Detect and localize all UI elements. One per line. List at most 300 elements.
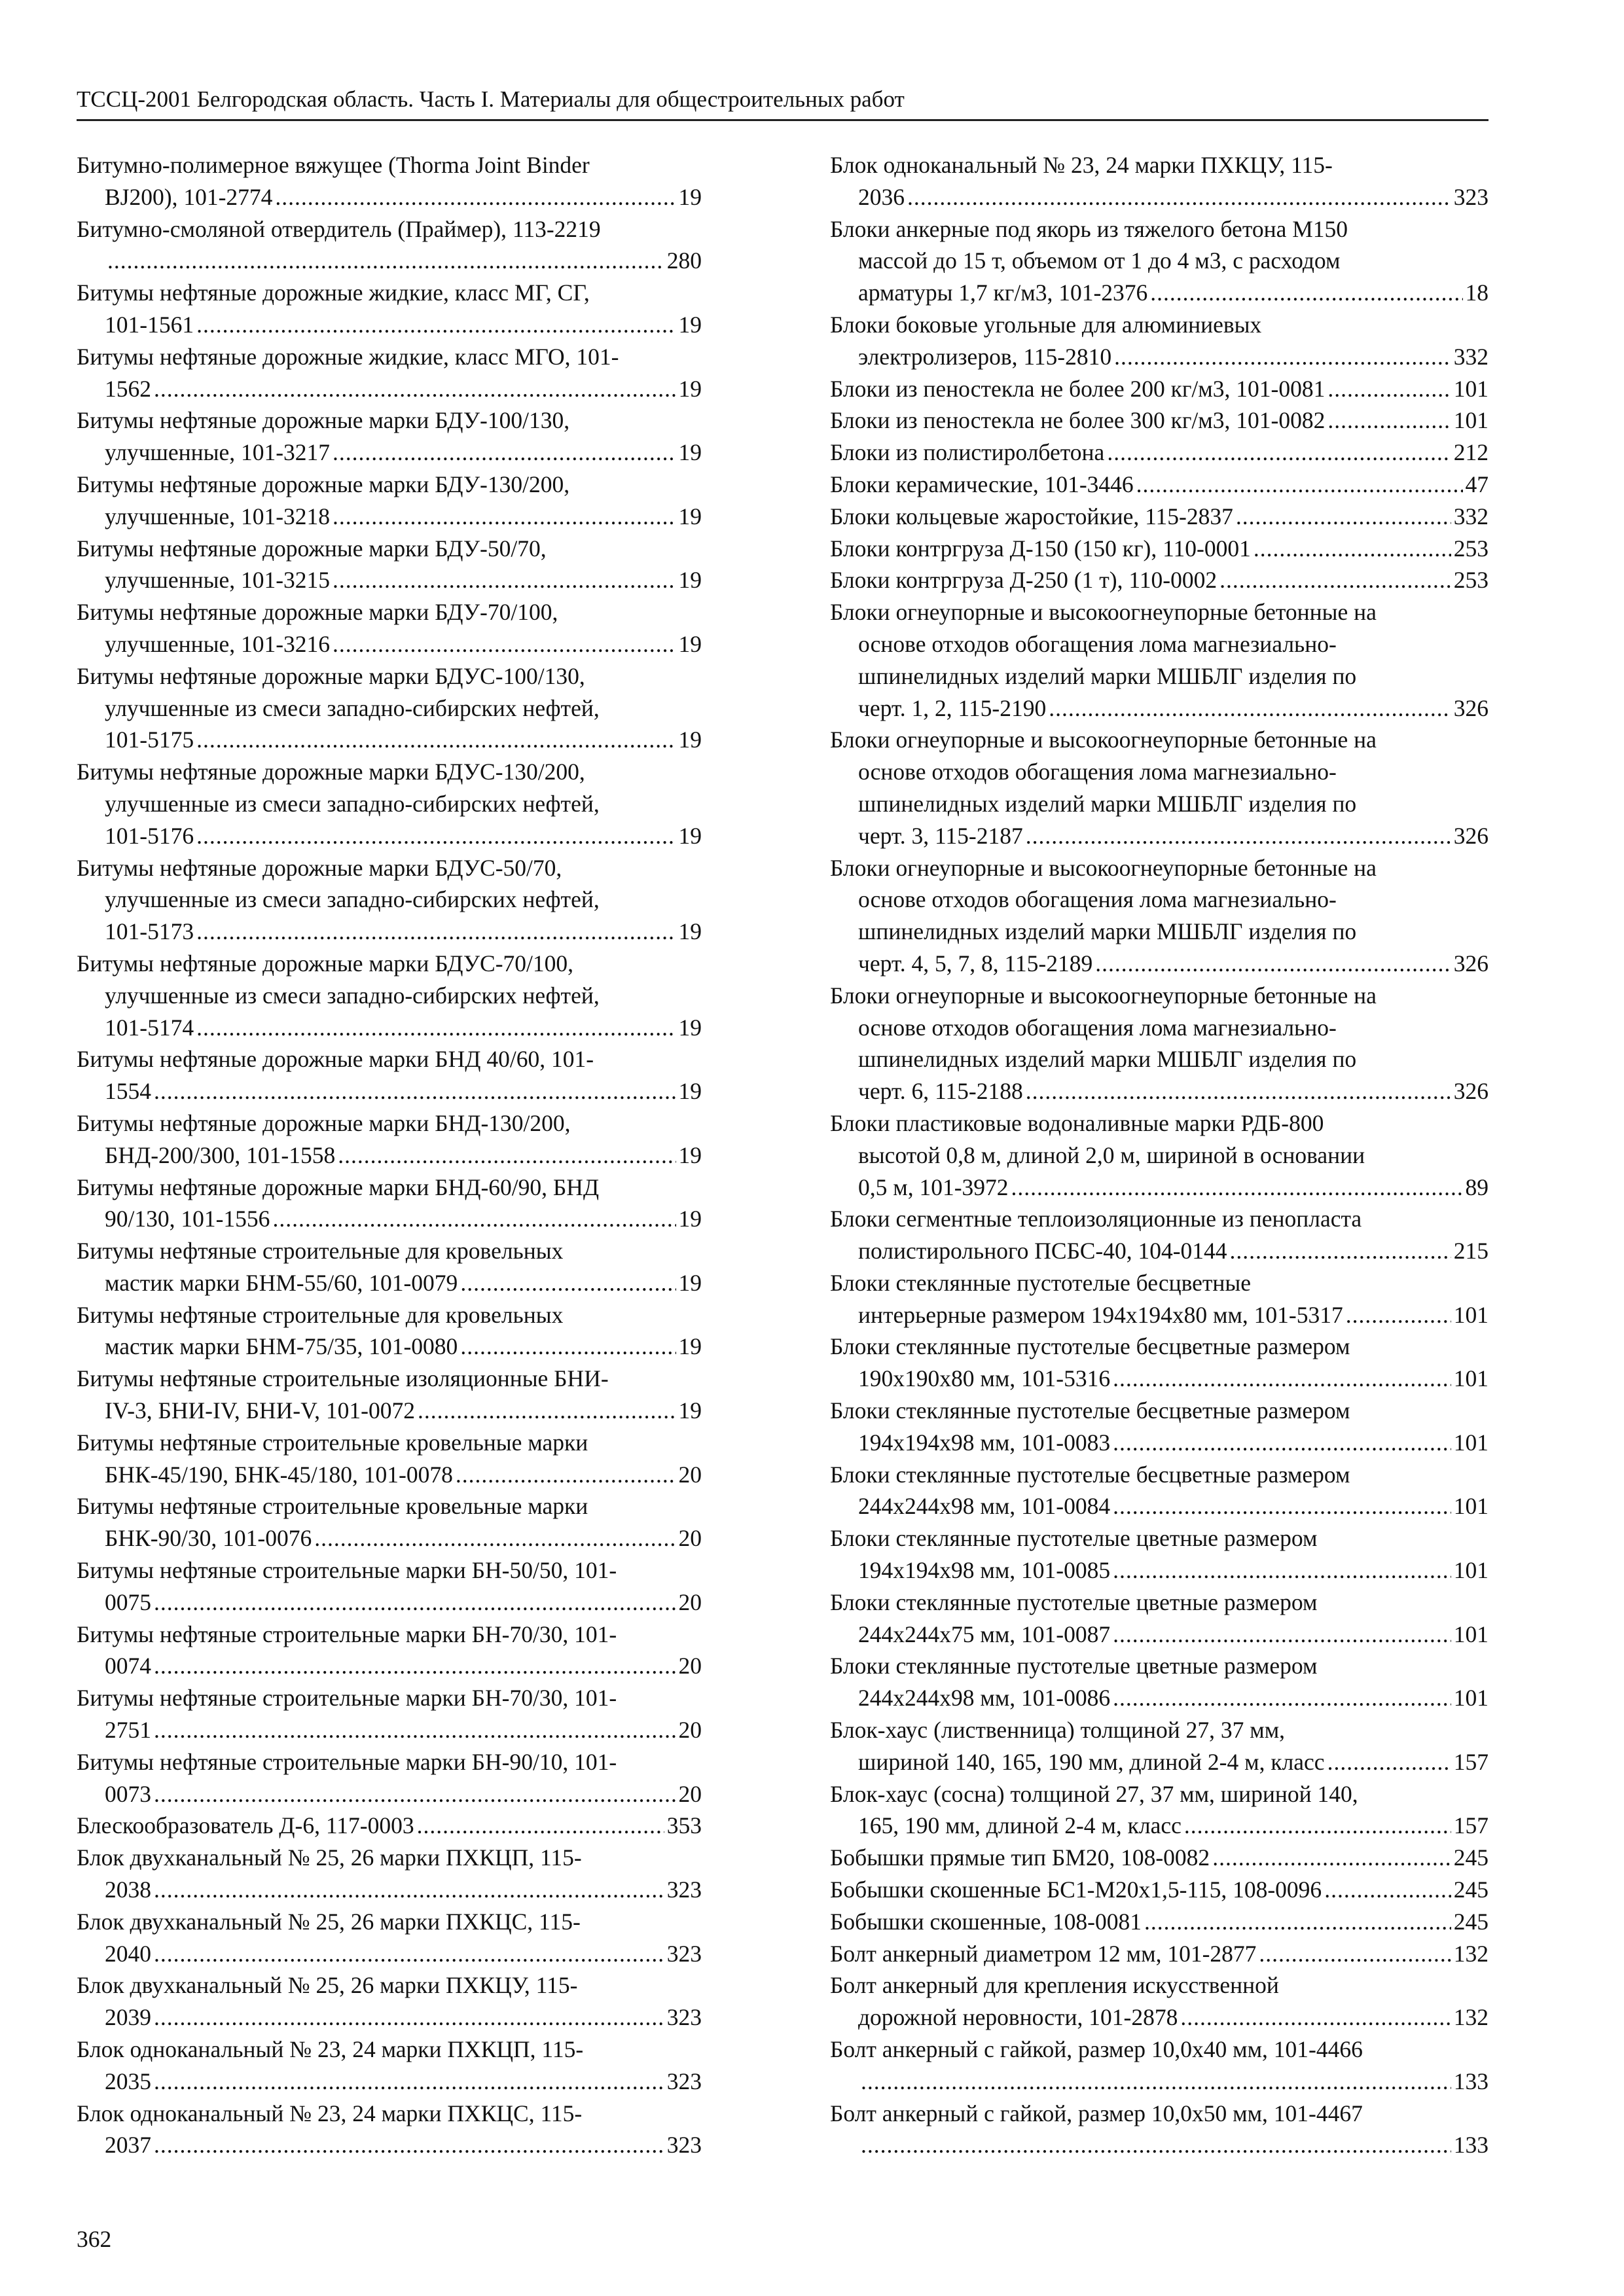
entry-text-line: Битумы нефтяные дорожные марки БДУС-50/70,: [77, 854, 562, 881]
entry-text-line: Болт анкерный с гайкой, размер 10,0x40 мм, 101-4466: [830, 2036, 1363, 2063]
entry-last-line: [830, 692, 1489, 725]
index-entry: [77, 277, 702, 341]
entry-page-ref: 19: [678, 503, 702, 529]
entry-text-line: Битумы нефтяные дорожные марки БДУС-70/100,: [77, 950, 574, 977]
index-entry: [830, 2034, 1489, 2098]
index-entry: [77, 2034, 702, 2098]
entry-last-line: [830, 277, 1489, 309]
entry-text-line: основе отходов обогащения лома магнезиально-: [858, 759, 1337, 785]
index-entry: [77, 469, 702, 533]
index-entry: [77, 756, 702, 852]
entry-text: Бобышки скошенные, 108-0081: [830, 1908, 1142, 1935]
entry-page-ref: 326: [1453, 822, 1489, 849]
dot-leader: [1113, 1490, 1451, 1522]
dot-leader: [460, 1331, 676, 1363]
entry-page-ref: 19: [678, 918, 702, 945]
entry-text-line: основе отходов обогащения лома магнезиально-: [858, 630, 1337, 657]
entry-page-ref: 101: [1453, 1493, 1489, 1520]
dot-leader: [196, 820, 676, 852]
dot-leader: [1011, 1172, 1463, 1204]
entry-page-ref: 19: [678, 822, 702, 849]
dot-leader: [1113, 1363, 1451, 1395]
entry-text: 165, 190 мм, длиной 2-4 м, класс: [858, 1812, 1182, 1839]
entry-text: 244x244x98 мм, 101-0086: [858, 1685, 1111, 1712]
index-column-right: [830, 149, 1489, 2161]
entry-page-ref: 326: [1453, 1078, 1489, 1105]
entry-page-ref: 20: [678, 1717, 702, 1744]
entry-text-line: Блоки огнеупорные и высокоогнеупорные бетонные на: [830, 726, 1377, 753]
entry-last-line: [77, 1938, 702, 1970]
index-entry: [830, 724, 1489, 852]
entry-last-line: [830, 1172, 1489, 1204]
entry-page-ref: 101: [1453, 375, 1489, 402]
entry-text-line: Блоки пластиковые водоналивные марки РДБ-800: [830, 1109, 1324, 1136]
entry-last-line: [830, 2129, 1489, 2161]
index-entry: [77, 1363, 702, 1427]
entry-text: черт. 1, 2, 115-2190: [858, 694, 1047, 721]
dot-leader: [1236, 501, 1451, 533]
entry-text-line: Блоки огнеупорные и высокоогнеупорные бетонные на: [830, 854, 1377, 881]
dot-leader: [154, 1778, 676, 1810]
dot-leader: [1327, 404, 1451, 437]
entry-text: Бобышки прямые тип БМ20, 108-0082: [830, 1844, 1210, 1871]
entry-text-line: Блок одноканальный № 23, 24 марки ПХКЦС, 115-: [77, 2100, 583, 2126]
entry-text-line: основе отходов обогащения лома магнезиально-: [858, 1014, 1337, 1041]
entry-page-ref: 326: [1453, 694, 1489, 721]
index-entry: [830, 437, 1489, 469]
entry-page-ref: 245: [1453, 1908, 1489, 1935]
entry-text-line: Битумы нефтяные строительные для кровельных: [77, 1238, 564, 1265]
entry-text: улучшенные, 101-3218: [105, 503, 331, 529]
entry-text-line: улучшенные из смеси западно-сибирских нефтей,: [105, 694, 600, 721]
entry-page-ref: 215: [1453, 1238, 1489, 1265]
entry-last-line: [77, 1778, 702, 1810]
entry-page-ref: 253: [1453, 567, 1489, 594]
entry-text-line: Битумы нефтяные дорожные марки БНД 40/60, 101-: [77, 1046, 594, 1073]
entry-page-ref: 353: [666, 1812, 702, 1839]
index-entry: [77, 213, 702, 278]
entry-last-line: [77, 309, 702, 341]
dot-leader: [1114, 341, 1451, 373]
entry-last-line: [830, 1363, 1489, 1395]
entry-last-line: [77, 1587, 702, 1619]
entry-text: 101-5175: [105, 726, 194, 753]
entry-page-ref: 132: [1453, 1940, 1489, 1967]
entry-page-ref: 101: [1453, 407, 1489, 434]
entry-last-line: [77, 1650, 702, 1682]
index-entry: [77, 149, 702, 213]
entry-last-line: [77, 1075, 702, 1107]
entry-last-line: [830, 1810, 1489, 1842]
entry-last-line: [830, 373, 1489, 405]
entry-last-line: [77, 181, 702, 213]
entry-text-line: шпинелидных изделий марки МШБЛГ изделия по: [858, 1046, 1357, 1073]
dot-leader: [1259, 1938, 1451, 1970]
dot-leader: [1026, 1075, 1451, 1107]
index-entry: [77, 1235, 702, 1299]
dot-leader: [154, 2129, 664, 2161]
entry-text-line: Битумы нефтяные дорожные марки БДУ-50/70,: [77, 535, 547, 562]
dot-leader: [1113, 1554, 1451, 1587]
entry-last-line: [830, 820, 1489, 852]
entry-text: мастик марки БНМ-55/60, 101-0079: [105, 1269, 458, 1296]
entry-page-ref: 323: [666, 1940, 702, 1967]
entry-text: Блоки из пеностекла не более 200 кг/м3, 101-0081: [830, 375, 1326, 402]
entry-text-line: Блоки анкерные под якорь из тяжелого бетона М150: [830, 215, 1348, 242]
entry-text: 194x194x98 мм, 101-0083: [858, 1429, 1111, 1456]
index-entry: [830, 373, 1489, 405]
dot-leader: [456, 1459, 676, 1491]
index-entry: [830, 1778, 1489, 1842]
entry-text-line: Битумы нефтяные дорожные марки БДУС-130/200,: [77, 759, 585, 785]
index-entry: [77, 1906, 702, 1970]
entry-text-line: улучшенные из смеси западно-сибирских нефтей,: [105, 886, 600, 913]
dot-leader: [1144, 1906, 1451, 1938]
entry-text-line: шпинелидных изделий марки МШБЛГ изделия по: [858, 790, 1357, 817]
entry-page-ref: 101: [1453, 1621, 1489, 1647]
dot-leader: [1180, 2001, 1451, 2034]
entry-last-line: [830, 564, 1489, 596]
index-column-left: [77, 149, 702, 2161]
entry-text-line: Битумы нефтяные дорожные жидкие, класс МГО, 101-: [77, 343, 619, 370]
index-entry: [830, 980, 1489, 1107]
entry-last-line: [830, 1842, 1489, 1874]
index-entry: [77, 1969, 702, 2034]
entry-text: BJ200), 101-2774: [105, 183, 273, 210]
dot-leader: [196, 724, 676, 756]
index-entry: [830, 213, 1489, 309]
entry-last-line: [77, 1012, 702, 1044]
entry-last-line: [830, 1235, 1489, 1267]
entry-text-line: Болт анкерный для крепления искусственной: [830, 1972, 1279, 1999]
dot-leader: [275, 181, 676, 213]
entry-page-ref: 212: [1453, 439, 1489, 466]
entry-page-ref: 323: [666, 2132, 702, 2159]
dot-leader: [1049, 692, 1451, 725]
index-entry: [830, 852, 1489, 980]
index-entry: [830, 1107, 1489, 1203]
entry-page-ref: 326: [1453, 950, 1489, 977]
dot-leader: [1327, 1746, 1451, 1778]
index-entry: [830, 596, 1489, 724]
entry-text: Бобышки скошенные БС1-М20х1,5-115, 108-0096: [830, 1876, 1322, 1903]
entry-page-ref: 19: [678, 726, 702, 753]
entry-page-ref: 280: [666, 247, 702, 274]
entry-page-ref: 323: [1453, 183, 1489, 210]
entry-page-ref: 101: [1453, 1557, 1489, 1584]
entry-text-line: Битумы нефтяные строительные кровельные марки: [77, 1493, 588, 1520]
entry-text: Блескообразователь Д-6, 117-0003: [77, 1812, 414, 1839]
entry-page-ref: 332: [1453, 503, 1489, 529]
index-entry: [77, 1172, 702, 1236]
entry-text: 0,5 м, 101-3972: [858, 1174, 1009, 1200]
dot-leader: [333, 628, 676, 660]
index-entry: [830, 404, 1489, 437]
index-entry: [77, 1619, 702, 1683]
entry-text: интерьерные размером 194x194x80 мм, 101-5317: [858, 1301, 1343, 1328]
entry-text: улучшенные, 101-3215: [105, 567, 331, 594]
entry-text: дорожной неровности, 101-2878: [858, 2004, 1178, 2031]
index-entry: [830, 1331, 1489, 1395]
entry-last-line: [830, 1619, 1489, 1651]
index-entry: [77, 341, 702, 405]
dot-leader: [1026, 820, 1451, 852]
entry-page-ref: 19: [678, 1141, 702, 1168]
entry-last-line: [77, 1522, 702, 1554]
entry-text-line: Блок одноканальный № 23, 24 марки ПХКЦУ, 115-: [830, 152, 1333, 178]
dot-leader: [154, 1650, 676, 1682]
entry-last-line: [77, 820, 702, 852]
entry-last-line: [830, 341, 1489, 373]
index-entry: [830, 1395, 1489, 1459]
dot-leader: [1150, 277, 1462, 309]
entry-text: арматуры 1,7 кг/м3, 101-2376: [858, 279, 1148, 306]
index-entry: [830, 1203, 1489, 1267]
dot-leader: [154, 1587, 676, 1619]
entry-text-line: Битумы нефтяные дорожные марки БНД-60/90, БНД: [77, 1174, 600, 1200]
dot-leader: [196, 309, 676, 341]
entry-text-line: Блоки стеклянные пустотелые бесцветные размером: [830, 1397, 1350, 1424]
dot-leader: [1184, 1810, 1451, 1842]
entry-text-line: Блоки стеклянные пустотелые бесцветные размером: [830, 1461, 1350, 1488]
entry-text: Блоки из пеностекла не более 300 кг/м3, 101-0082: [830, 407, 1326, 434]
entry-text-line: Битумы нефтяные строительные изоляционные БНИ-: [77, 1365, 609, 1392]
entry-text: 101-1561: [105, 311, 194, 338]
entry-text: 1562: [105, 375, 151, 402]
index-entry: [830, 309, 1489, 373]
entry-page-ref: 245: [1453, 1876, 1489, 1903]
entry-text-line: Битумы нефтяные строительные марки БН-50/50, 101-: [77, 1557, 617, 1584]
entry-last-line: [77, 724, 702, 756]
index-entry: [830, 1842, 1489, 1874]
entry-page-ref: 19: [678, 1014, 702, 1041]
dot-leader: [1113, 1427, 1451, 1459]
dot-leader: [1095, 948, 1451, 980]
entry-page-ref: 132: [1453, 2004, 1489, 2031]
entry-page-ref: 19: [678, 567, 702, 594]
entry-text-line: основе отходов обогащения лома магнезиально-: [858, 886, 1337, 913]
index-entry: [77, 404, 702, 469]
dot-leader: [333, 564, 676, 596]
entry-last-line: [77, 1267, 702, 1299]
entry-text-line: Битумно-смоляной отвердитель (Праймер), 113-2219: [77, 215, 601, 242]
dot-leader: [333, 437, 676, 469]
entry-page-ref: 253: [1453, 535, 1489, 562]
index-entry: [77, 596, 702, 660]
entry-last-line: [830, 1682, 1489, 1714]
entry-text-line: улучшенные из смеси западно-сибирских нефтей,: [105, 790, 600, 817]
entry-text: Блоки керамические, 101-3446: [830, 471, 1134, 497]
entry-text: БНК-45/190, БНК-45/180, 101-0078: [105, 1461, 453, 1488]
entry-last-line: [830, 1938, 1489, 1970]
entry-last-line: [830, 404, 1489, 437]
entry-text-line: Блоки огнеупорные и высокоогнеупорные бетонные на: [830, 982, 1377, 1009]
entry-last-line: [830, 181, 1489, 213]
entry-text: Блоки контргруза Д-250 (1 т), 110-0002: [830, 567, 1218, 594]
entry-text: 2035: [105, 2068, 151, 2094]
entry-text: 2036: [858, 183, 905, 210]
entry-text: черт. 3, 115-2187: [858, 822, 1023, 849]
index-entry: [77, 1299, 702, 1363]
index-entry: [830, 149, 1489, 213]
index-entry: [77, 1427, 702, 1491]
index-entry: [77, 2098, 702, 2162]
entry-last-line: [830, 2001, 1489, 2034]
index-entry: [77, 1842, 702, 1906]
entry-text: 0074: [105, 1653, 151, 1679]
index-entry: [830, 1587, 1489, 1651]
entry-last-line: [77, 1459, 702, 1491]
entry-page-ref: 101: [1453, 1429, 1489, 1456]
entry-text: Болт анкерный диаметром 12 мм, 101-2877: [830, 1940, 1257, 1967]
entry-last-line: [830, 1906, 1489, 1938]
entry-text: черт. 4, 5, 7, 8, 115-2189: [858, 950, 1093, 977]
entry-text-line: Битумы нефтяные строительные для кровельных: [77, 1301, 564, 1328]
dot-leader: [154, 1938, 664, 1970]
entry-text: 0073: [105, 1780, 151, 1807]
entry-text: 2037: [105, 2132, 151, 2159]
index-entry: [830, 2098, 1489, 2162]
index-entry: [830, 533, 1489, 565]
entry-last-line: [77, 1331, 702, 1363]
dot-leader: [107, 245, 664, 277]
entry-last-line: [830, 1075, 1489, 1107]
entry-text: 90/130, 101-1556: [105, 1206, 270, 1232]
entry-last-line: [77, 2129, 702, 2161]
dot-leader: [418, 1395, 676, 1427]
entry-page-ref: 19: [678, 375, 702, 402]
entry-text-line: высотой 0,8 м, длиной 2,0 м, шириной в основании: [858, 1141, 1365, 1168]
dot-leader: [272, 1203, 676, 1235]
entry-last-line: [77, 1810, 702, 1842]
dot-leader: [417, 1810, 664, 1842]
entry-page-ref: 101: [1453, 1301, 1489, 1328]
dot-leader: [1346, 1299, 1451, 1331]
dot-leader: [1230, 1235, 1451, 1267]
index-entry: [77, 1682, 702, 1746]
index-entry: [830, 1874, 1489, 1906]
entry-text: 101-5176: [105, 822, 194, 849]
entry-last-line: [830, 2066, 1489, 2098]
entry-last-line: [830, 533, 1489, 565]
entry-page-ref: 157: [1453, 1748, 1489, 1775]
entry-page-ref: 323: [666, 2004, 702, 2031]
entry-text-line: Битумы нефтяные дорожные марки БДУ-70/100,: [77, 599, 558, 626]
entry-last-line: [830, 1490, 1489, 1522]
index-entry: [830, 1522, 1489, 1587]
index-entry: [77, 1554, 702, 1619]
entry-text-line: Блоки сегментные теплоизоляционные из пенопласта: [830, 1206, 1362, 1232]
entry-text: 194x194x98 мм, 101-0085: [858, 1557, 1111, 1584]
entry-text-line: шпинелидных изделий марки МШБЛГ изделия по: [858, 918, 1357, 945]
entry-page-ref: 101: [1453, 1685, 1489, 1712]
entry-page-ref: 19: [678, 630, 702, 657]
entry-text: 0075: [105, 1588, 151, 1615]
entry-last-line: [77, 2001, 702, 2034]
entry-text-line: Блоки огнеупорные и высокоогнеупорные бетонные на: [830, 599, 1377, 626]
entry-text-line: улучшенные из смеси западно-сибирских нефтей,: [105, 982, 600, 1009]
entry-text: черт. 6, 115-2188: [858, 1078, 1023, 1105]
entry-last-line: [830, 948, 1489, 980]
entry-text: 2040: [105, 1940, 151, 1967]
entry-text-line: Блоки стеклянные пустотелые бесцветные: [830, 1269, 1252, 1296]
entry-last-line: [77, 373, 702, 405]
entry-text: мастик марки БНМ-75/35, 101-0080: [105, 1333, 458, 1360]
entry-page-ref: 133: [1453, 2068, 1489, 2094]
entry-last-line: [77, 1203, 702, 1235]
entry-last-line: [830, 1874, 1489, 1906]
index-entry: [77, 1746, 702, 1810]
index-entry: [830, 1714, 1489, 1778]
dot-leader: [196, 1012, 676, 1044]
entry-text: улучшенные, 101-3217: [105, 439, 331, 466]
entry-text: 2039: [105, 2004, 151, 2031]
entry-text: 244x244x98 мм, 101-0084: [858, 1493, 1111, 1520]
dot-leader: [1212, 1842, 1451, 1874]
index-entry: [830, 1906, 1489, 1938]
entry-text: 1554: [105, 1078, 151, 1105]
entry-text: Блоки кольцевые жаростойкие, 115-2837: [830, 503, 1233, 529]
entry-text: электролизеров, 115-2810: [858, 343, 1112, 370]
entry-page-ref: 19: [678, 311, 702, 338]
entry-text: БНК-90/30, 101-0076: [105, 1525, 312, 1552]
index-entry: [77, 1490, 702, 1554]
header-title: ТССЦ-2001 Белгородская область. Часть I. Материалы для общестроительных работ: [77, 86, 905, 112]
entry-last-line: [77, 1395, 702, 1427]
entry-last-line: [77, 564, 702, 596]
entry-text: 244x244x75 мм, 101-0087: [858, 1621, 1111, 1647]
index-entry: [77, 852, 702, 948]
entry-page-ref: 89: [1465, 1174, 1489, 1200]
dot-leader: [907, 181, 1451, 213]
index-entry: [830, 564, 1489, 596]
entry-page-ref: 133: [1453, 2132, 1489, 2159]
entry-last-line: [830, 1554, 1489, 1587]
entry-page-ref: 332: [1453, 343, 1489, 370]
dot-leader: [1113, 1682, 1451, 1714]
entry-page-ref: 19: [678, 1078, 702, 1105]
entry-text-line: Блок двухканальный № 25, 26 марки ПХКЦС, 115-: [77, 1908, 581, 1935]
entry-last-line: [77, 501, 702, 533]
entry-text-line: Блок-хаус (лиственница) толщиной 27, 37 мм,: [830, 1717, 1286, 1744]
entry-text-line: Блок-хаус (сосна) толщиной 27, 37 мм, шириной 140,: [830, 1780, 1358, 1807]
entry-page-ref: 323: [666, 2068, 702, 2094]
entry-text: шириной 140, 165, 190 мм, длиной 2-4 м, класс: [858, 1748, 1325, 1775]
entry-text: 190x190x80 мм, 101-5316: [858, 1365, 1111, 1392]
entry-text-line: Битумы нефтяные дорожные марки БДУ-100/130,: [77, 407, 570, 434]
entry-last-line: [77, 1874, 702, 1906]
entry-text-line: Битумы нефтяные строительные кровельные марки: [77, 1429, 588, 1456]
dot-leader: [1107, 437, 1451, 469]
entry-last-line: [77, 1714, 702, 1746]
entry-text: 101-5173: [105, 918, 194, 945]
index-entry: [830, 1938, 1489, 1970]
entry-page-ref: 20: [678, 1653, 702, 1679]
dot-leader: [196, 916, 676, 948]
entry-text-line: Блоки стеклянные пустотелые бесцветные размером: [830, 1333, 1350, 1360]
dot-leader: [861, 2129, 1451, 2161]
entry-text-line: Блоки стеклянные пустотелые цветные размером: [830, 1588, 1318, 1615]
entry-page-ref: 157: [1453, 1812, 1489, 1839]
entry-page-ref: 19: [678, 183, 702, 210]
dot-leader: [154, 1075, 676, 1107]
entry-text: полистирольного ПСБС-40, 104-0144: [858, 1238, 1227, 1265]
entry-text-line: Блоки стеклянные пустотелые цветные размером: [830, 1525, 1318, 1552]
entry-text-line: Блок двухканальный № 25, 26 марки ПХКЦУ, 115-: [77, 1972, 578, 1999]
dot-leader: [154, 2066, 664, 2098]
entry-page-ref: 18: [1465, 279, 1489, 306]
index-entry: [77, 948, 702, 1043]
